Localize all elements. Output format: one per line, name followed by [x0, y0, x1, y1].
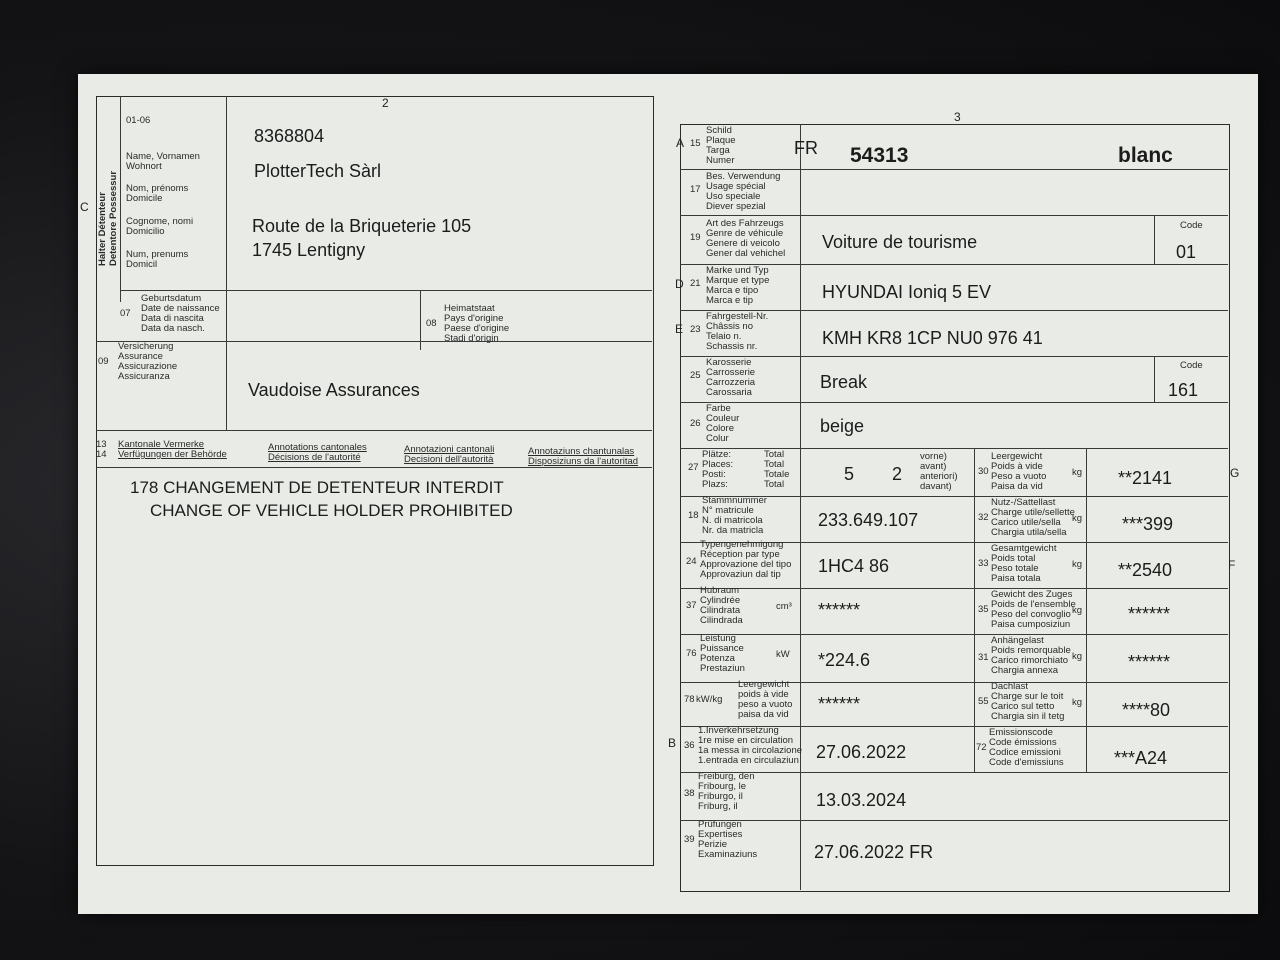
divider	[120, 290, 652, 291]
total-weight-unit: kg	[1072, 559, 1083, 570]
side-letter-f: F	[1228, 558, 1236, 572]
power-value: *224.6	[818, 650, 871, 670]
chassis-num: 23	[690, 324, 701, 335]
vehicle-registration-document	[78, 74, 1258, 914]
type-approval-num: 24	[686, 556, 697, 567]
plate-label: Schild Plaque Targa Numer	[706, 125, 736, 166]
body-label: Karosserie Carrosserie Carrozzeria Carossaria	[706, 357, 756, 398]
divider	[226, 96, 227, 430]
make-label: Marke und Typ Marque et type Marca e tipo Marca e tip	[706, 265, 770, 306]
power-unit: kW	[776, 649, 790, 660]
holder-vertical-label: Halter Détenteur	[97, 192, 108, 266]
side-letter-e: E	[675, 322, 684, 336]
colour-label: Farbe Couleur Colore Colur	[706, 403, 740, 444]
colour-num: 26	[690, 418, 701, 429]
side-letter-g: G	[1230, 466, 1240, 480]
divider	[680, 772, 1228, 773]
type-approval-label: Typengenehmigung Réception par type Approvazione del tipo Approvaziun dal tip	[700, 539, 792, 580]
emissions-value: ***A24	[1114, 748, 1168, 768]
seats-label: Plätze: Places: Posti: Plazs:	[702, 449, 734, 490]
place-date-label: Freiburg, den Fribourg, le Friburgo, il Friburg, il	[698, 771, 755, 812]
displacement-value: ******	[818, 600, 861, 620]
divider	[1154, 215, 1155, 264]
body-code-label: Code	[1180, 360, 1203, 371]
kind-code: 01	[1176, 242, 1197, 262]
payload-value: ***399	[1122, 514, 1174, 534]
power-label: Leistung Puissance Potenza Prestaziun	[700, 633, 745, 674]
colour-value: beige	[820, 416, 865, 436]
holder-vertical-label: Detentore Possessur	[108, 170, 119, 266]
divider	[1086, 448, 1087, 772]
reg-no-value: 233.649.107	[818, 510, 919, 530]
remarks-rm: Annotaziuns chantunalas Disposiziuns da l'autoritad	[528, 446, 639, 467]
trailer-load-num: 31	[978, 652, 989, 663]
divider	[680, 448, 1228, 449]
divider	[1154, 356, 1155, 402]
divider	[680, 169, 1228, 170]
holder-id: 8368804	[254, 126, 325, 146]
kw-kg-label: Leergewicht poids à vide peso a vuoto paisa da vid	[738, 679, 793, 720]
seats-front-label: vorne) avant) anteriori) davant)	[920, 451, 958, 492]
usage-label: Bes. Verwendung Usage spécial Uso speciale Diever spezial	[706, 171, 781, 212]
empty-weight-value: **2141	[1118, 468, 1173, 488]
kw-kg-value: ******	[818, 694, 861, 714]
roof-load-label: Dachlast Charge sur le toit Carico sul tetto Chargia sin il tetg	[991, 681, 1065, 722]
origin-num: 08	[426, 318, 437, 329]
payload-unit: kg	[1072, 513, 1083, 524]
kind-num: 19	[690, 232, 701, 243]
plate-color: blanc	[1118, 144, 1173, 167]
divider	[96, 467, 652, 468]
origin-label: Heimatstaat Pays d'origine Paese d'origine Stadi d'origin	[444, 303, 510, 344]
birth-label: Geburtsdatum Date de naissance Data di nascita Data da nasch.	[141, 293, 220, 334]
remarks-it: Annotazioni cantonali Decisioni dell'autorità	[404, 444, 495, 465]
chassis-label: Fahrgestell-Nr. Châssis no Telaio n. Schassis nr.	[706, 311, 769, 352]
kind-value: Voiture de tourisme	[822, 232, 978, 252]
kw-kg-num: 78	[684, 694, 695, 705]
emissions-label: Emissionscode Code émissions Codice emissioni Code d'emissiuns	[989, 727, 1064, 768]
divider	[96, 341, 652, 342]
chassis-value: KMH KR8 1CP NU0 976 41	[822, 328, 1043, 348]
trailer-load-value: ******	[1128, 652, 1171, 672]
inspections-value: 27.06.2022 FR	[814, 842, 934, 862]
remarks-fr: Annotations cantonales Décisions de l'autorité	[268, 442, 367, 463]
side-letter-c: C	[80, 200, 89, 214]
insurance-num: 09	[98, 356, 109, 367]
place-date-value: 13.03.2024	[816, 790, 907, 810]
remarks-de: Kantonale Vermerke Verfügungen der Behörde	[118, 439, 227, 460]
divider	[680, 402, 1228, 403]
first-reg-value: 27.06.2022	[816, 742, 907, 762]
total-weight-num: 33	[978, 558, 989, 569]
make-num: 21	[690, 278, 701, 289]
side-letter-a: A	[676, 136, 685, 150]
trailer-load-unit: kg	[1072, 651, 1083, 662]
payload-label: Nutz-/Sattellast Charge utile/sellette Carico utile/sella Chargia utila/sella	[991, 497, 1075, 538]
roof-load-num: 55	[978, 696, 989, 707]
seats-total: 5	[844, 464, 855, 484]
plate-num: 15	[690, 138, 701, 149]
page-number-left: 2	[382, 96, 389, 110]
plate-number: 54313	[850, 144, 909, 167]
divider	[680, 634, 1228, 635]
reg-no-num: 18	[688, 510, 699, 521]
address-line2: 1745 Lentigny	[252, 240, 366, 260]
remark-line2: CHANGE OF VEHICLE HOLDER PROHIBITED	[150, 501, 513, 520]
reg-no-label: Stammnummer N° matricule N. di matricola Nr. da matricla	[702, 495, 767, 536]
kw-kg-unit: kW/kg	[696, 694, 723, 705]
holder-name: PlotterTech Sàrl	[254, 161, 382, 181]
seats-total-label: Total Total Totale Total	[764, 449, 790, 490]
total-weight-value: **2540	[1118, 560, 1173, 580]
kind-label: Art des Fahrzeugs Genre de véhicule Genere di veicolo Gener dal vehichel	[706, 218, 786, 259]
holder-label-fr: Nom, prénoms Domicile	[126, 183, 189, 204]
seats-num: 27	[688, 462, 699, 473]
make-value: HYUNDAI Ioniq 5 EV	[822, 282, 992, 302]
insurance-label: Versicherung Assurance Assicurazione Assicuranza	[118, 341, 178, 382]
displacement-num: 37	[686, 600, 697, 611]
displacement-unit: cm³	[776, 601, 792, 612]
train-weight-label: Gewicht des Zuges Poids de l'ensemble Peso del convoglio Paisa cumposiziun	[991, 589, 1076, 630]
ref-code: 01-06	[126, 115, 151, 126]
divider	[680, 356, 1228, 357]
remarks-nums: 13 14	[96, 439, 107, 460]
inspections-label: Prüfungen Expertises Perizie Examinaziuns	[698, 819, 758, 860]
divider	[974, 448, 975, 772]
divider	[120, 96, 121, 302]
total-weight-label: Gesamtgewicht Poids total Peso totale Paisa totala	[991, 543, 1057, 584]
train-weight-num: 35	[978, 604, 989, 615]
divider	[800, 124, 801, 890]
body-code: 161	[1168, 380, 1199, 400]
empty-weight-unit: kg	[1072, 467, 1083, 478]
first-reg-num: 36	[684, 740, 695, 751]
holder-label-rm: Num, prenums Domicil	[126, 249, 189, 270]
usage-num: 17	[690, 184, 701, 195]
roof-load-unit: kg	[1072, 697, 1083, 708]
insurance-value: Vaudoise Assurances	[248, 380, 420, 400]
plate-canton: FR	[794, 138, 818, 158]
payload-num: 32	[978, 512, 989, 523]
power-num: 76	[686, 648, 697, 659]
page-number-right: 3	[954, 110, 961, 124]
body-num: 25	[690, 370, 701, 381]
birth-num: 07	[120, 308, 131, 319]
divider	[96, 430, 652, 431]
address-line1: Route de la Briqueterie 105	[252, 216, 472, 236]
body-value: Break	[820, 372, 868, 392]
holder-label-it: Cognome, nomi Domicilio	[126, 216, 194, 237]
side-letter-d: D	[675, 277, 684, 291]
train-weight-value: ******	[1128, 604, 1171, 624]
divider	[680, 215, 1228, 216]
roof-load-value: ****80	[1122, 700, 1171, 720]
divider	[680, 820, 1228, 821]
side-letter-b: B	[668, 736, 677, 750]
place-date-num: 38	[684, 788, 695, 799]
empty-weight-label: Leergewicht Poids à vide Peso a vuoto Paisa da vid	[991, 451, 1047, 492]
divider	[680, 588, 1228, 589]
seats-front: 2	[892, 464, 903, 484]
inspections-num: 39	[684, 834, 695, 845]
displacement-label: Hubraum Cylindrée Cilindrata Cilindrada	[700, 585, 743, 626]
first-reg-label: 1.Inverkehrsetzung 1re mise en circulation 1a messa in circolazione 1.entrada en circulaziun	[698, 725, 803, 766]
type-approval-value: 1HC4 86	[818, 556, 890, 576]
trailer-load-label: Anhängelast Poids remorquable Carico rimorchiato Chargia annexa	[991, 635, 1071, 676]
empty-weight-num: 30	[978, 466, 989, 477]
remark-line1: 178 CHANGEMENT DE DETENTEUR INTERDIT	[130, 478, 504, 497]
holder-label-de: Name, Vornamen Wohnort	[126, 151, 200, 172]
train-weight-unit: kg	[1072, 605, 1083, 616]
kind-code-label: Code	[1180, 220, 1203, 231]
emissions-num: 72	[976, 742, 987, 753]
